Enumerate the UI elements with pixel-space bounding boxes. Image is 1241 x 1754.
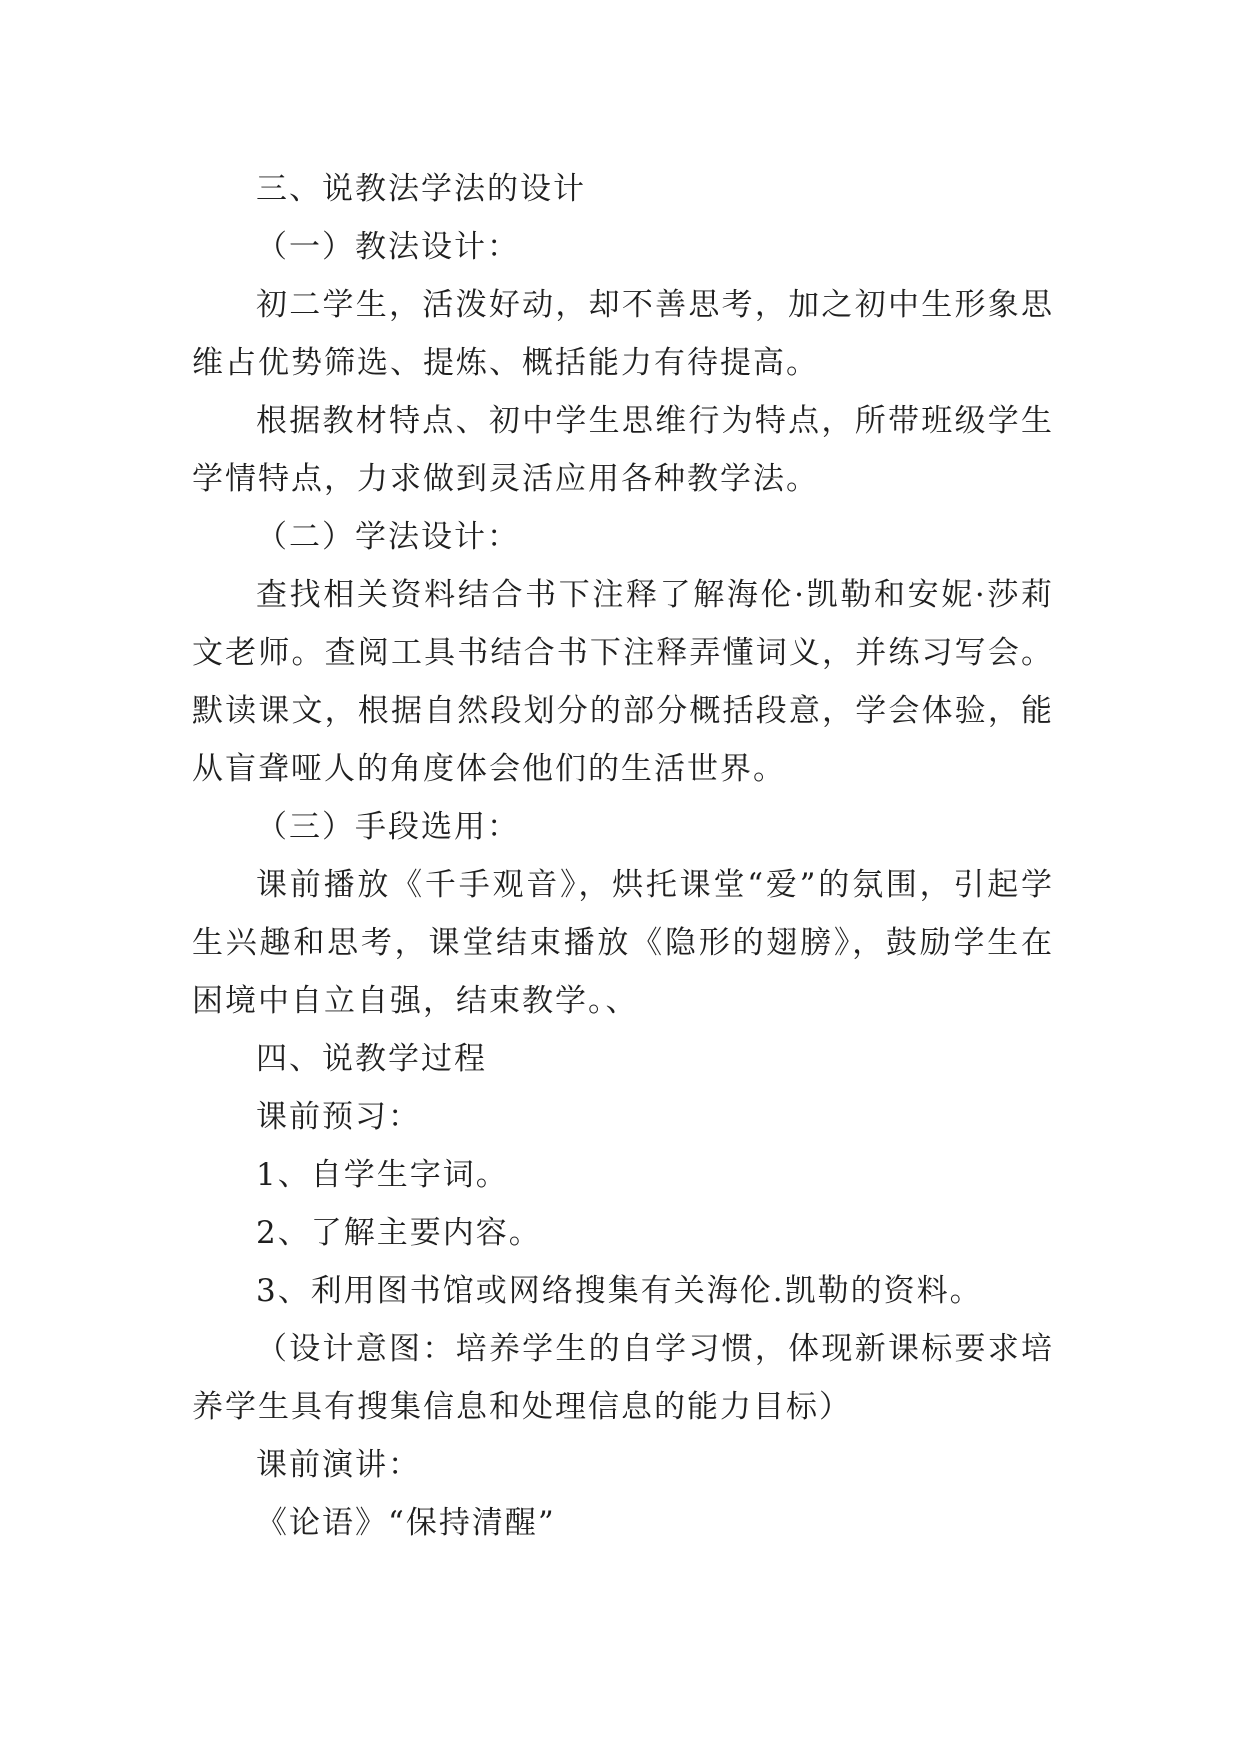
subheading-means-selection: （三）手段选用：	[256, 809, 520, 845]
paragraph-teaching-basis: 根据教材特点、初中学生思维行为特点，所带班级学生学情特点，力求做到灵活应用各种教学法。	[192, 403, 1054, 497]
list-item: 3、利用图书馆或网络搜集有关海伦.凯勒的资料。	[256, 1273, 983, 1309]
paragraph-speech-topic: 《论语》“保持清醒”	[256, 1505, 556, 1541]
document-page	[192, 160, 1054, 1552]
list-item: 2、了解主要内容。	[256, 1215, 542, 1251]
paragraph-student-traits: 初二学生，活泼好动，却不善思考，加之初中生形象思维占优势筛选、提炼、概括能力有待提高。	[192, 287, 1054, 381]
subheading-pre-class-speech: 课前演讲：	[256, 1447, 421, 1483]
subheading-preview: 课前预习：	[256, 1099, 421, 1135]
subheading-teaching-design: （一）教法设计：	[256, 229, 520, 265]
list-item: 1、自学生字词。	[256, 1157, 509, 1193]
subheading-learning-design: （二）学法设计：	[256, 519, 520, 555]
paragraph-media-use: 课前播放《千手观音》，烘托课堂“爱”的氛围，引起学生兴趣和思考，课堂结束播放《隐形的翅膀》，鼓励学生在困境中自立自强，结束教学。、	[192, 867, 1054, 1019]
paragraph-design-intent: （设计意图：培养学生的自学习惯，体现新课标要求培养学生具有搜集信息和处理信息的能力目标）	[192, 1331, 1054, 1425]
section-heading-teaching-methods: 三、说教法学法的设计	[256, 171, 586, 207]
section-heading-teaching-process: 四、说教学过程	[256, 1041, 487, 1077]
paragraph-learning-methods: 查找相关资料结合书下注释了解海伦·凯勒和安妮·莎莉文老师。查阅工具书结合书下注释弄懂词义，并练习写会。默读课文，根据自然段划分的部分概括段意，学会体验，能从盲聋哑人的角度体会他们的生活世界。	[192, 577, 1054, 787]
